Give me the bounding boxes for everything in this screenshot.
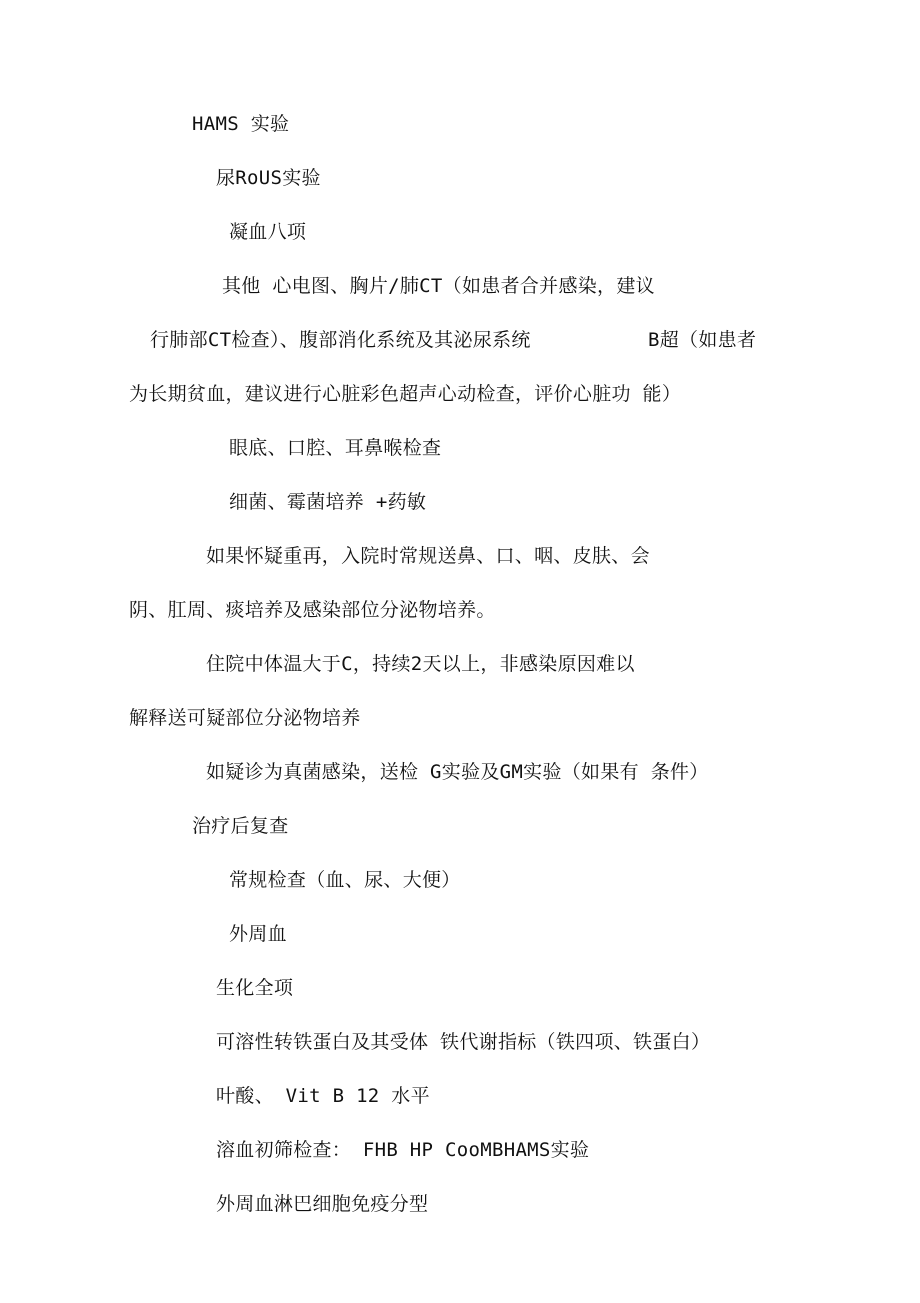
text-line-hams: HAMS 实验 [192, 113, 290, 135]
text-line-b-ultrasound: B超（如患者 [648, 329, 757, 351]
text-line-fever: 住院中体温大于C，持续2天以上，非感染原因难以 [206, 653, 635, 675]
text-line-fungal: 如疑诊为真菌感染，送检 G实验及GM实验（如果有 条件） [206, 761, 709, 783]
text-line-peripheral-blood: 外周血 [229, 923, 287, 945]
text-line-suspect-infection: 如果怀疑重再，入院时常规送鼻、口、咽、皮肤、会 [206, 545, 650, 567]
text-line-lymphocyte: 外周血淋巴细胞免疫分型 [216, 1193, 429, 1215]
text-line-anemia-echo: 为长期贫血，建议进行心脏彩色超声心动检查，评价心脏功 能） [129, 383, 682, 405]
text-line-folate-b12: 叶酸、 Vit B 12 水平 [216, 1085, 430, 1107]
text-line-culture: 细菌、霉菌培养 +药敏 [229, 491, 427, 513]
text-line-ent-exam: 眼底、口腔、耳鼻喉检查 [229, 437, 442, 459]
text-line-other-exams: 其他 心电图、胸片/肺CT（如患者合并感染，建议 [222, 275, 655, 297]
text-line-hemolysis: 溶血初筛检查： FHB HP CooMBHAMS实验 [216, 1139, 590, 1161]
text-line-routine-exam: 常规检查（血、尿、大便） [229, 869, 461, 891]
text-line-transferrin: 可溶性转铁蛋白及其受体 铁代谢指标（铁四项、铁蛋白） [216, 1031, 711, 1053]
text-line-perianal-culture: 阴、肛周、痰培养及感染部位分泌物培养。 [129, 599, 496, 621]
text-line-post-treatment: 治疗后复查 [192, 815, 289, 837]
text-line-lung-ct: 行肺部CT检查）、腹部消化系统及其泌尿系统 [150, 329, 531, 351]
text-line-biochemistry: 生化全项 [216, 977, 294, 999]
text-line-explain-culture: 解释送可疑部位分泌物培养 [129, 707, 361, 729]
text-line-urine-rous: 尿RoUS实验 [216, 167, 321, 189]
text-line-coagulation: 凝血八项 [229, 221, 307, 243]
